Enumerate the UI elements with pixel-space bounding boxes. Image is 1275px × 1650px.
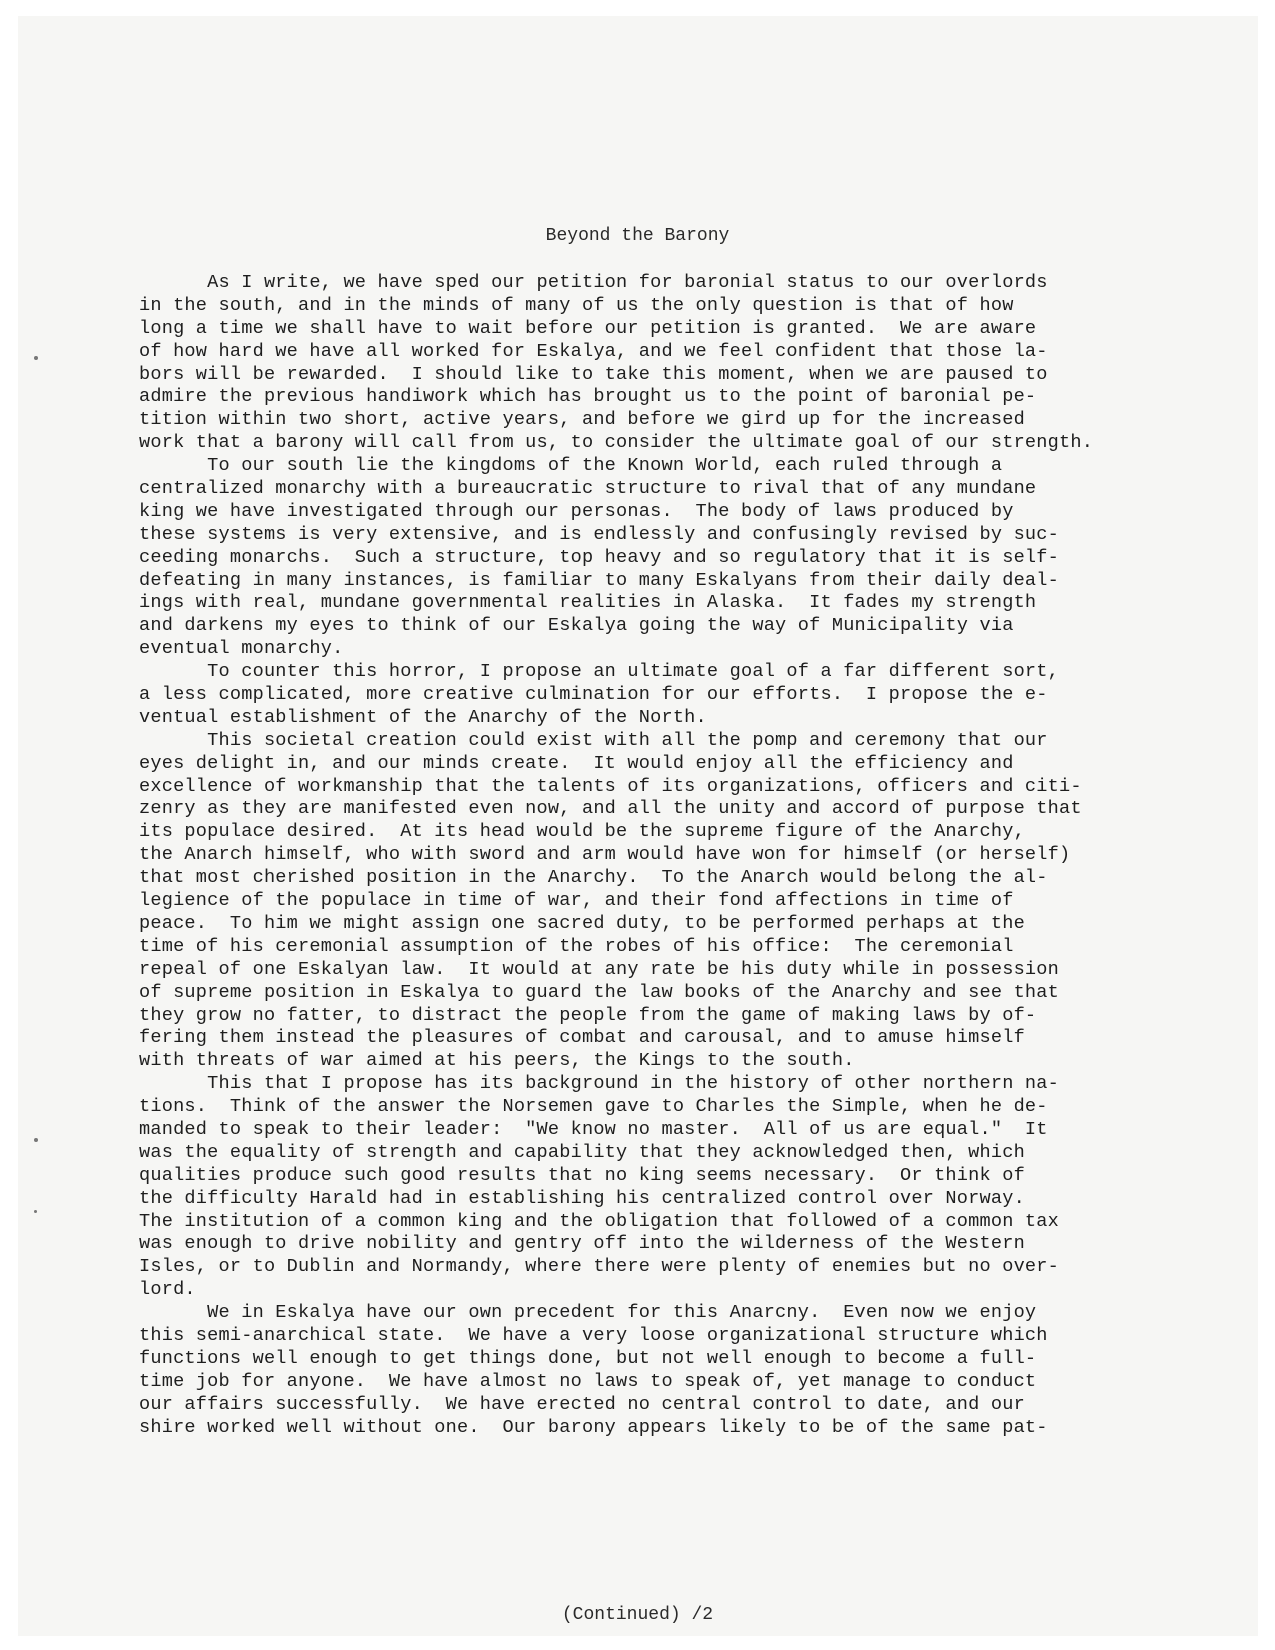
scan-speck xyxy=(34,1138,38,1142)
text-line: ings with real, mundane governmental realities in Alaska. It fades my strength xyxy=(139,592,1037,614)
text-line: repeal of one Eskalyan law. It would at any rate be his duty while in possession xyxy=(139,958,1060,980)
scan-speck xyxy=(34,356,38,360)
text-line: the difficulty Harald had in establishing his centralized control over Norway. xyxy=(139,1187,1025,1209)
text-line: Isles, or to Dublin and Normandy, where there were plenty of enemies but no over- xyxy=(139,1256,1060,1278)
document-body xyxy=(139,272,1149,1439)
text-line: As I write, we have sped our petition for baronial status to our overlords xyxy=(139,272,1048,293)
scan-speck xyxy=(34,1210,37,1213)
text-line: This societal creation could exist with all the pomp and ceremony that our xyxy=(139,729,1048,751)
text-line: of supreme position in Eskalya to guard the law books of the Anarchy and see that xyxy=(139,981,1060,1003)
text-line: To our south lie the kingdoms of the Known World, each ruled through a xyxy=(139,455,1003,477)
text-line: a less complicated, more creative culmination for our efforts. I propose the e- xyxy=(139,684,1048,706)
text-line: of how hard we have all worked for Eskalya, and we feel confident that those la- xyxy=(139,340,1048,362)
text-line: defeating in many instances, is familiar to many Eskalyans from their daily deal- xyxy=(139,569,1060,591)
text-line: manded to speak to their leader: "We know no master. All of us are equal." It xyxy=(139,1118,1048,1140)
text-line: zenry as they are manifested even now, and all the unity and accord of purpose that xyxy=(139,798,1082,820)
text-line: time job for anyone. We have almost no laws to speak of, yet manage to conduct xyxy=(139,1370,1037,1392)
text-line: excellence of workmanship that the talents of its organizations, officers and citi- xyxy=(139,775,1082,797)
text-line: peace. To him we might assign one sacred duty, to be performed perhaps at the xyxy=(139,912,1025,934)
text-line: To counter this horror, I propose an ultimate goal of a far different sort, xyxy=(139,661,1060,683)
text-line: with threats of war aimed at his peers, the Kings to the south. xyxy=(139,1050,855,1072)
text-line: ventual establishment of the Anarchy of the North. xyxy=(139,706,707,728)
text-line: bors will be rewarded. I should like to take this moment, when we are paused to xyxy=(139,363,1048,385)
text-line: admire the previous handiwork which has brought us to the point of baronial pe- xyxy=(139,386,1037,408)
text-line: centralized monarchy with a bureaucratic structure to rival that of any mundane xyxy=(139,478,1037,500)
text-line: in the south, and in the minds of many of us the only question is that of how xyxy=(139,294,1014,316)
text-line: work that a barony will call from us, to consider the ultimate goal of our strength. xyxy=(139,432,1094,454)
text-line: We in Eskalya have our own precedent for this Anarcny. Even now we enjoy xyxy=(139,1302,1037,1324)
text-line: qualities produce such good results that no king seems necessary. Or think of xyxy=(139,1164,1025,1186)
text-line: king we have investigated through our personas. The body of laws produced by xyxy=(139,500,1014,522)
text-line: ceeding monarchs. Such a structure, top heavy and so regulatory that it is self- xyxy=(139,546,1060,568)
text-line: was the equality of strength and capability that they acknowledged then, which xyxy=(139,1141,1025,1163)
text-line: fering them instead the pleasures of combat and carousal, and to amuse himself xyxy=(139,1027,1025,1049)
text-line: this semi-anarchical state. We have a very loose organizational structure which xyxy=(139,1324,1048,1346)
text-line: shire worked well without one. Our barony appears likely to be of the same pat- xyxy=(139,1416,1048,1438)
text-line: was enough to drive nobility and gentry off into the wilderness of the Western xyxy=(139,1233,1025,1255)
text-line: The institution of a common king and the obligation that followed of a common tax xyxy=(139,1210,1060,1232)
text-line: the Anarch himself, who with sword and arm would have won for himself (or herself) xyxy=(139,844,1071,866)
text-line: tition within two short, active years, and before we gird up for the increased xyxy=(139,409,1025,431)
page-footer: (Continued) /2 xyxy=(561,1605,714,1625)
text-line: functions well enough to get things done, but not well enough to become a full- xyxy=(139,1347,1037,1369)
text-line: long a time we shall have to wait before our petition is granted. We are aware xyxy=(139,317,1037,339)
text-line: eyes delight in, and our minds create. It would enjoy all the efficiency and xyxy=(139,752,1014,774)
text-line: these systems is very extensive, and is endlessly and confusingly revised by suc- xyxy=(139,523,1060,545)
document-title: Beyond the Barony xyxy=(545,226,730,246)
text-line: our affairs successfully. We have erected no central control to date, and our xyxy=(139,1393,1025,1415)
text-line: and darkens my eyes to think of our Eskalya going the way of Municipality via xyxy=(139,615,1014,637)
text-line: that most cherished position in the Anarchy. To the Anarch would belong the al- xyxy=(139,867,1048,889)
text-line: they grow no fatter, to distract the people from the game of making laws by of- xyxy=(139,1004,1037,1026)
text-line: eventual monarchy. xyxy=(139,638,344,660)
text-line: tions. Think of the answer the Norsemen gave to Charles the Simple, when he de- xyxy=(139,1096,1048,1118)
text-line: lord. xyxy=(139,1279,196,1301)
text-line: its populace desired. At its head would be the supreme figure of the Anarchy, xyxy=(139,821,1025,843)
text-line: time of his ceremonial assumption of the robes of his office: The ceremonial xyxy=(139,935,1014,957)
text-line: This that I propose has its background in the history of other northern na- xyxy=(139,1073,1060,1095)
text-line: legience of the populace in time of war, and their fond affections in time of xyxy=(139,890,1014,912)
